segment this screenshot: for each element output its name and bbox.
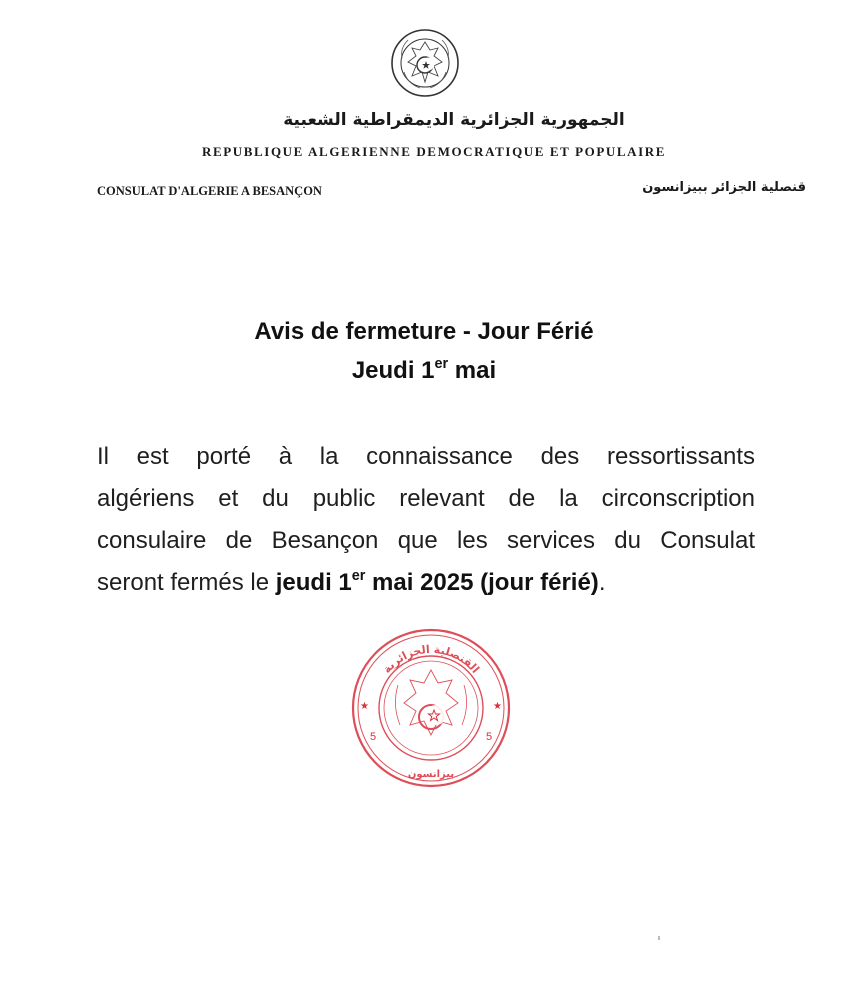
closure-date-emphasis — [276, 569, 599, 596]
notice-title: Avis de fermeture - Jour Férié — [254, 318, 594, 345]
stamp-arabic-bottom: بيزانسون — [407, 769, 455, 780]
closure-date-prefix: jeudi 1 — [275, 569, 352, 596]
stamp-star-left: ★ — [360, 701, 369, 712]
stamp-arabic-top: القنصلية الجزائرية — [380, 642, 482, 676]
arabic-republic-heading: الجمهورية الجزائرية الديمقراطية الشعبية — [283, 110, 625, 130]
stamp-star-right: ★ — [493, 701, 502, 712]
notice-date-sup: er — [434, 355, 449, 372]
paper-speck — [658, 936, 660, 940]
body-line-4-prefix: seront fermés le — [97, 569, 276, 596]
closure-date-suffix: mai 2025 (jour férié) — [365, 569, 599, 596]
closure-date-sup: er — [351, 567, 366, 584]
body-line-2: algériens et du public relevant de la circonscription — [97, 485, 755, 512]
body-line-3: consulaire de Besançon que les services du Consulat — [97, 527, 755, 554]
body-line-1: Il est porté à la connaissance des ressortissants — [97, 443, 755, 470]
stamp-number-right: 5 — [486, 731, 493, 743]
notice-date-suffix: mai — [448, 357, 497, 384]
consulate-name-french: CONSULAT D'ALGERIE A BESANÇON — [97, 184, 322, 198]
body-line-4 — [97, 562, 755, 604]
notice-date — [0, 357, 848, 385]
consulate-stamp-icon — [348, 625, 514, 791]
notice-date-prefix: Jeudi 1 — [351, 357, 435, 384]
notice-body — [97, 436, 755, 604]
french-republic-heading: REPUBLIQUE ALGERIENNE DEMOCRATIQUE ET POPULAIRE — [201, 144, 667, 159]
body-line-4-end: . — [598, 569, 606, 596]
consulate-name-arabic: قنصلية الجزائر ببيزانسون — [642, 180, 806, 195]
national-emblem-icon — [390, 28, 460, 98]
stamp-number-left: 5 — [370, 731, 377, 743]
